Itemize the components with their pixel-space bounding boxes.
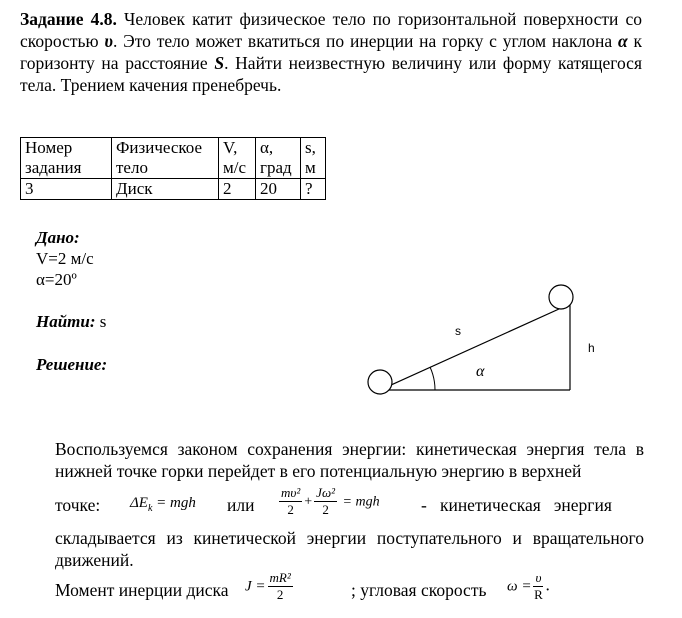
task-statement: [20, 8, 642, 96]
table-header-cell: s, м: [301, 138, 326, 179]
solution-paragraph-2: складывается из кинетической энергии поступательного и вращательного движений.: [55, 528, 644, 570]
solution-paragraph-1: Воспользуемся законом сохранения энергии: кинетическая энергия тела в нижней точке горки перейдет в его потенциальную энергию в верхней: [55, 439, 644, 481]
eq-rest: = mgh: [152, 495, 196, 511]
fraction: [314, 485, 337, 518]
var-s: S: [214, 53, 225, 73]
find-title: Найти:: [36, 312, 96, 331]
table-cell: 2: [219, 179, 256, 200]
fraction: [268, 570, 293, 603]
inertia-lhs: J =: [245, 578, 266, 595]
period: .: [545, 574, 550, 595]
task-text-3: к горизонту на расстояние: [20, 31, 642, 73]
table-header-cell: α, град: [256, 138, 301, 179]
task-text-4: . Найти неизвестную величину или форму катящегося тела. Трением качения пренебречь.: [20, 53, 642, 95]
point-word: точке:: [55, 495, 101, 515]
task-text-2: . Это тело может вкатиться по инерции на горку с углом наклона: [112, 31, 618, 51]
inertia-text: Момент инерции диска: [55, 580, 229, 600]
table-row: [21, 179, 326, 200]
disk-bottom: [368, 370, 392, 394]
find-block: [36, 312, 106, 332]
label-s: s: [455, 324, 461, 338]
fraction-numerator: mR²: [269, 570, 291, 585]
energy-equation: [130, 495, 196, 514]
fraction: [533, 570, 543, 603]
eq-subscript: k: [147, 503, 153, 514]
parameters-table: [20, 137, 326, 200]
find-value: s: [95, 312, 107, 331]
task-label: Задание 4.8.: [20, 9, 117, 29]
equation-line: [55, 485, 644, 525]
label-alpha: α: [476, 363, 485, 380]
table-cell: 3: [21, 179, 112, 200]
given-line: V=2 м/с: [36, 249, 94, 268]
var-v: υ: [104, 31, 113, 51]
table-header-cell: Номер задания: [21, 138, 112, 179]
table-cell: 20: [256, 179, 301, 200]
given-block: [36, 227, 94, 290]
disk-top: [549, 285, 573, 309]
given-line: α=20º: [36, 270, 77, 289]
table-header-row: [21, 138, 326, 179]
var-alpha: α: [617, 31, 628, 51]
fraction-denominator: R: [534, 587, 543, 602]
table-cell: ?: [301, 179, 326, 200]
energy-sum-equation: [277, 485, 380, 518]
eq-2-rest: = mgh: [339, 494, 380, 510]
table-cell: Диск: [112, 179, 219, 200]
dash-text: - кинетическая энергия: [421, 495, 612, 515]
fraction-denominator: 2: [322, 502, 329, 517]
inertia-line: [55, 570, 644, 614]
slope-line: [380, 304, 570, 390]
fraction-numerator: υ: [535, 570, 542, 585]
task-text-1: Человек катит физическое тело по горизонтальной поверхности со скоростью: [20, 9, 643, 51]
eq-delta-e: ΔE: [130, 495, 148, 511]
fraction-denominator: 2: [287, 502, 294, 517]
given-title: Дано:: [36, 228, 80, 247]
label-h: h: [588, 341, 595, 355]
angular-text: ; угловая скорость: [351, 580, 487, 600]
solution-title: Решение:: [36, 355, 108, 374]
angular-lhs: ω =: [507, 578, 532, 595]
angle-arc: [430, 367, 435, 390]
inertia-formula: [245, 570, 295, 603]
fraction-numerator: mυ²: [281, 485, 301, 500]
table-header-cell: V, м/с: [219, 138, 256, 179]
table-header-cell: Физическое тело: [112, 138, 219, 179]
fraction-denominator: 2: [276, 587, 284, 602]
angular-formula: [507, 570, 550, 603]
incline-diagram: [360, 278, 620, 402]
fraction: [279, 485, 302, 518]
plus-sign: +: [304, 494, 313, 510]
fraction-numerator: Jω²: [316, 485, 336, 500]
or-word: или: [227, 495, 255, 515]
